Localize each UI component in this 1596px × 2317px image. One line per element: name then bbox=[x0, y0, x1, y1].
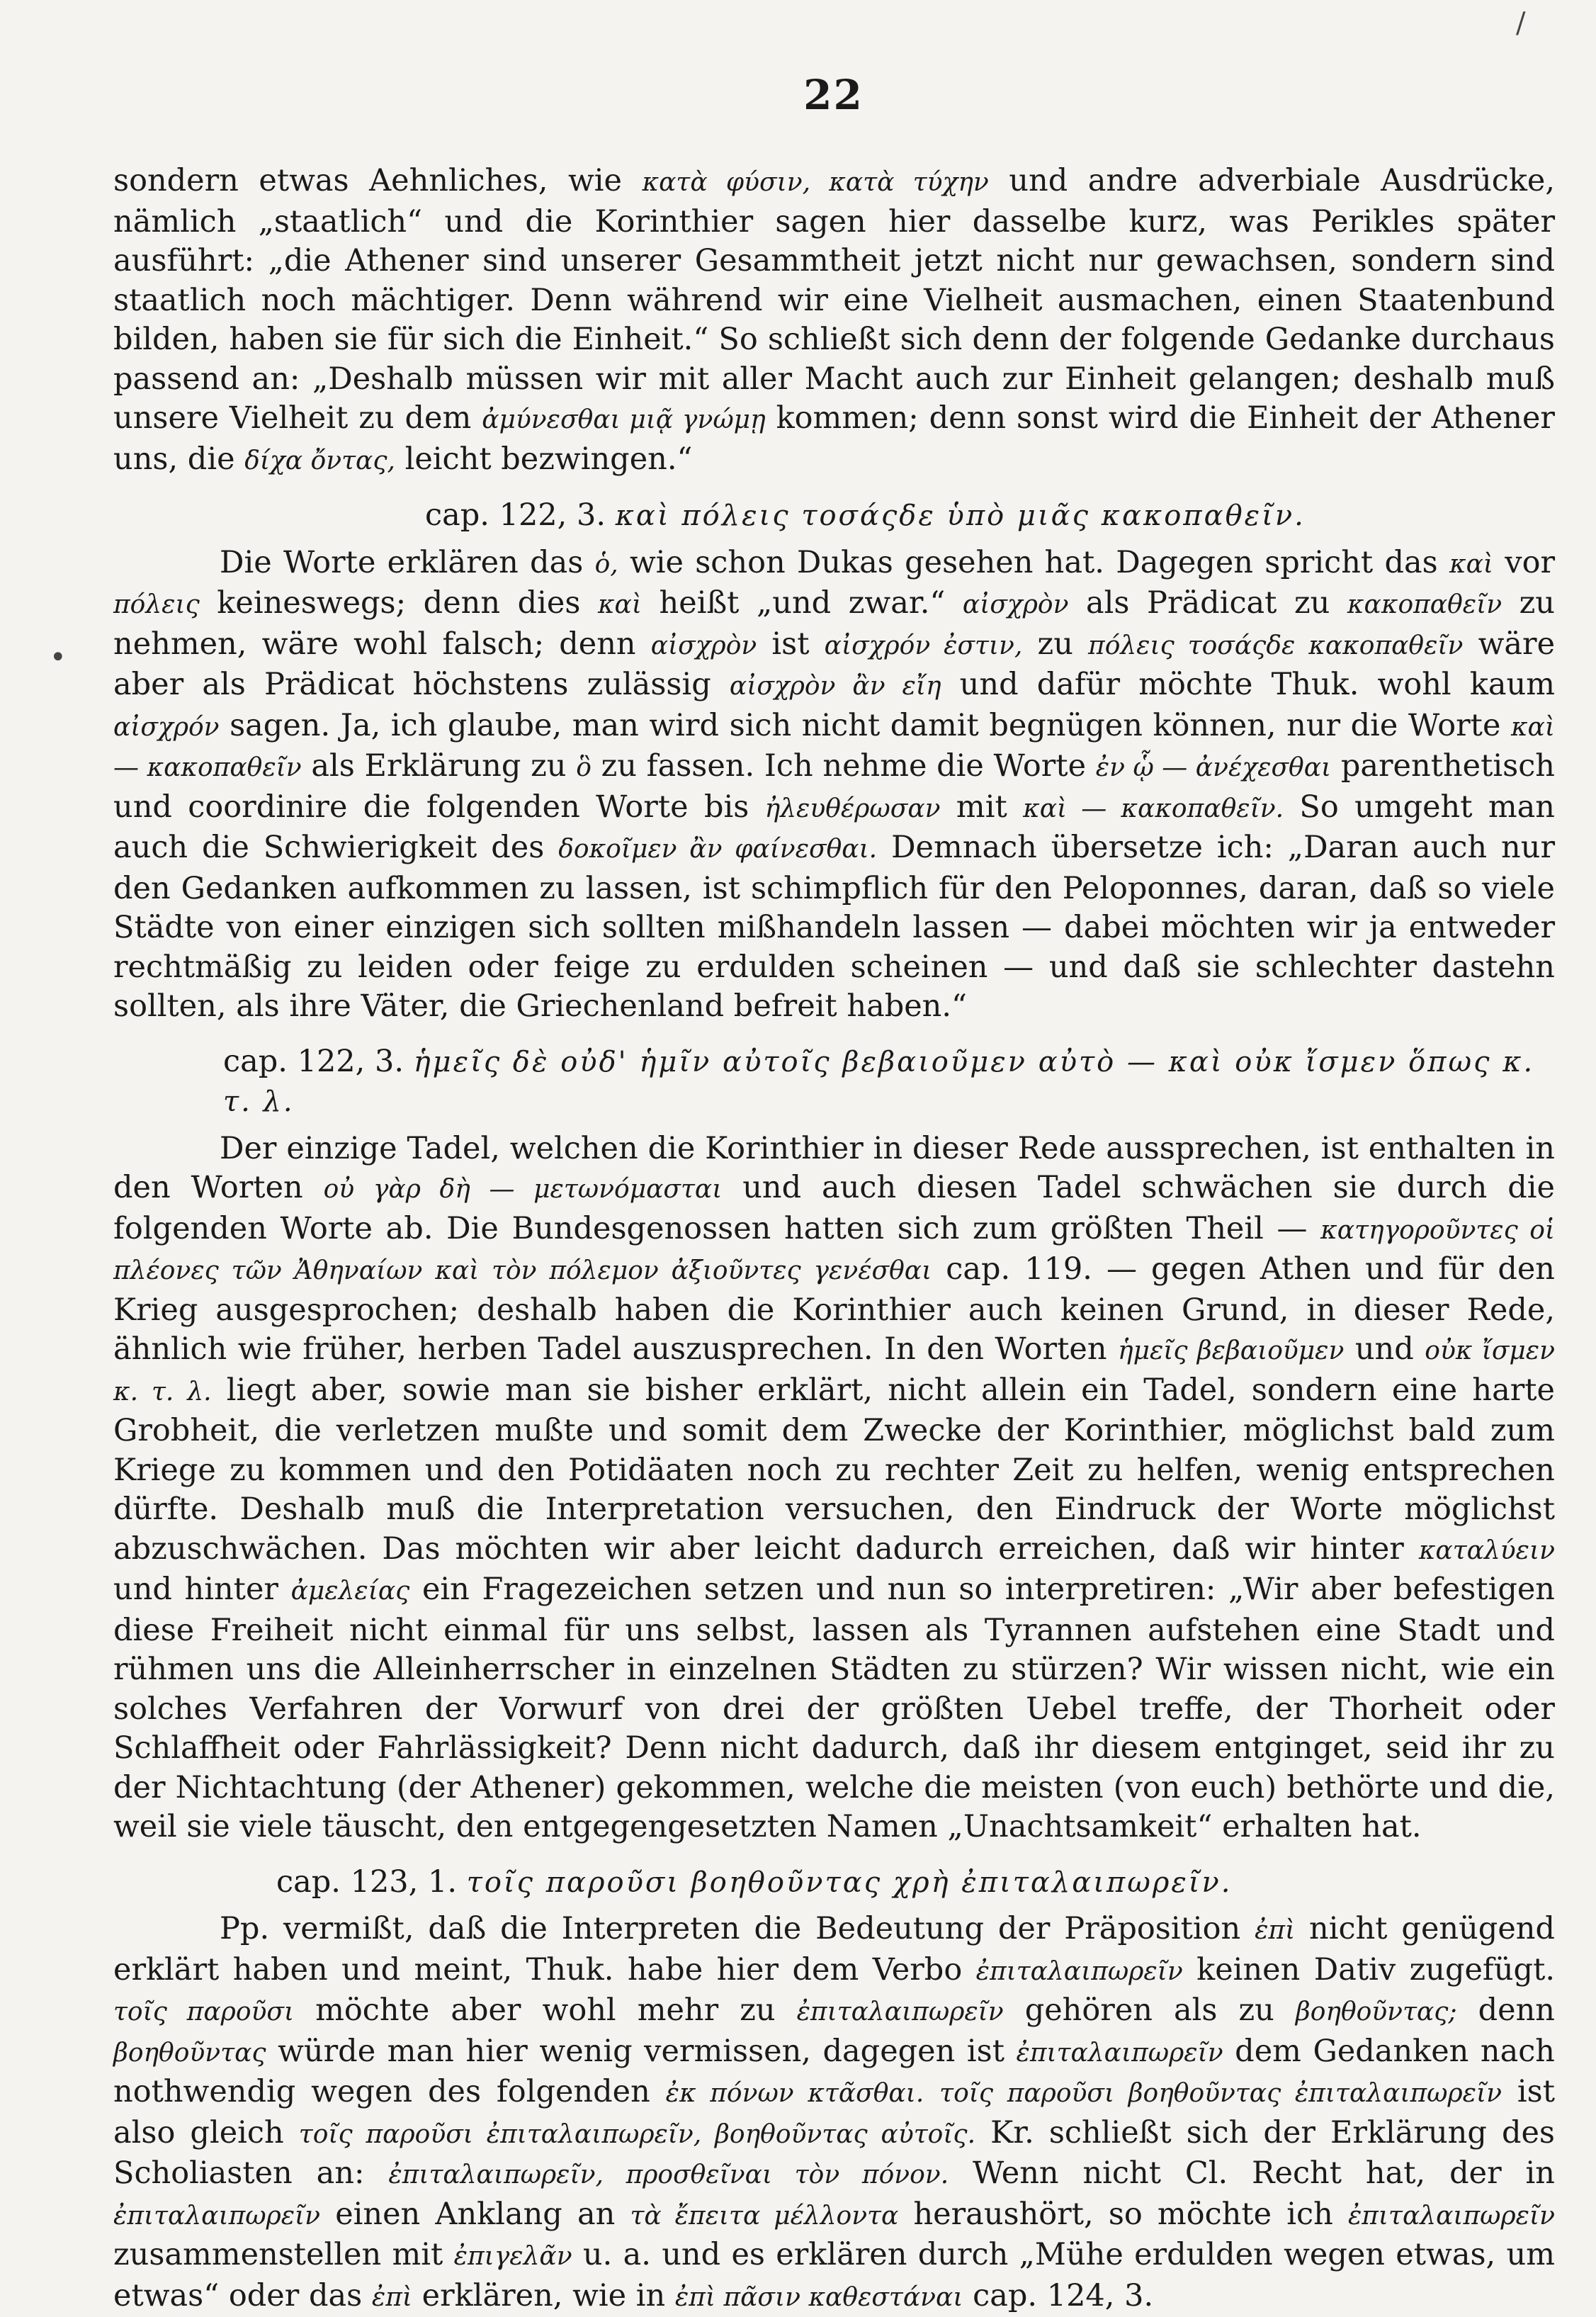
greek-text: κατὰ φύσιν, κατὰ τύχην bbox=[642, 168, 989, 197]
paragraph: Die Worte erklären das ὁ, wie schon Dukas gesehen hat. Dagegen spricht das καὶ vor πόλεις keineswegs; denn dies καὶ heißt „und zwar.“ αἰσχρὸν als Prädicat zu κακοπαθεῖν zu nehmen, wäre wohl falsch; denn αἰσχρὸν ist αἰσχρόν ἐστιν, zu πόλεις τοσάςδε κακοπαθεῖν wäre aber als Prädicat höchstens zulässig αἰσχρὸν ἂν εἴη und dafür möchte Thuk. wohl kaum αἰσχρόν sagen. Ja, ich glaube, man wird sich nicht damit begnügen können, nur die Worte καὶ — κακοπαθεῖν als Erklärung zu ὃ zu fassen. Ich nehme die Worte ἐν ᾧ — ἀνέχεσθαι parenthetisch und coordinire die folgenden Worte bis ἠλευθέρωσαν mit καὶ — κακοπαθεῖν. So umgeht man auch die Schwierigkeit des δοκοῖμεν ἂν φαίνεσθαι. Demnach übersetze ich: „Daran auch nur den Gedanken aufkommen zu lassen, ist schimpflich für den Peloponnes, daran, daß so viele Städte von einer einzigen sich sollten mißhandeln lassen — dabei möchten wir ja entweder rechtmäßig zu leiden oder feige zu erdulden scheinen — und daß sie schlechter dastehn sollten, als ihre Väter, die Griechenland befreit haben.“ bbox=[113, 544, 1556, 1024]
section-heading bbox=[113, 496, 1555, 536]
greek-text: τοῖς παροῦσι βοηθοῦντας ἐπιταλαιπωρεῖν bbox=[939, 2079, 1502, 2108]
greek-text: κακοπαθεῖν bbox=[1347, 590, 1502, 619]
greek-text: ἐκ πόνων κτᾶσθαι. bbox=[665, 2079, 924, 2108]
greek-text: οὐ γὰρ δὴ — μετωνόμασται bbox=[323, 1175, 723, 1204]
margin-bullet: • bbox=[50, 641, 67, 674]
greek-text: δίχα ὄντας, bbox=[244, 446, 395, 475]
greek-text: ἐν ᾧ — ἀνέχεσθαι bbox=[1095, 753, 1332, 782]
greek-lemma: τοῖς παροῦσι βοηθοῦντας χρὴ ἐπιταλαιπωρεῖν. bbox=[466, 1866, 1233, 1899]
paragraph: Pp. vermißt, daß die Interpreten die Bedeutung der Präposition ἐπὶ nicht genügend erklärt haben und meint, Thuk. habe hier dem Verbo ἐπιταλαιπωρεῖν keinen Dativ zugefügt. τοῖς παροῦσι möchte aber wohl mehr zu ἐπιταλαιπωρεῖν gehören als zu βοηθοῦντας; denn βοηθοῦντας würde man hier wenig vermissen, dagegen ist ἐπιταλαιπωρεῖν dem Gedanken nach nothwendig wegen des folgenden ἐκ πόνων κτᾶσθαι. τοῖς παροῦσι βοηθοῦντας ἐπιταλαιπωρεῖν ist also gleich τοῖς παροῦσι ἐπιταλαιπωρεῖν, βοηθοῦντας αὐτοῖς. Kr. schließt sich der Erklärung des Scholiasten an: ἐπιταλαιπωρεῖν, προσθεῖναι τὸν πόνον. Wenn nicht Cl. Recht hat, der in ἐπιταλαιπωρεῖν einen Anklang an τὰ ἔπειτα μέλλοντα heraushört, so möchte ich ἐπιταλαιπωρεῖν zusammenstellen mit ἐπιγελᾶν u. a. und es erklären durch „Mühe erdulden wegen etwas, um etwas“ oder das ἐπὶ erklären, wie in ἐπὶ πᾶσιν καθεστάναι cap. 124, 3. bbox=[113, 1911, 1556, 2313]
greek-lemma: ἡμεῖς δὲ οὐδ' ἡμῖν αὐτοῖς βεβαιοῦμεν αὐτὸ — καὶ οὐκ ἴσμεν ὅπως κ. τ. λ. bbox=[223, 1045, 1535, 1118]
body-text bbox=[113, 162, 1555, 2317]
greek-text: ὃ bbox=[576, 753, 592, 782]
greek-text: τὰ ἔπειτα μέλλοντα bbox=[630, 2201, 899, 2231]
greek-text: αἰσχρὸν bbox=[650, 631, 757, 660]
greek-text: καὶ — κακοπαθεῖν. bbox=[1023, 794, 1284, 823]
greek-text: ἐπιταλαιπωρεῖν bbox=[1016, 2038, 1223, 2068]
paragraph: sondern etwas Aehnliches, wie κατὰ φύσιν, κατὰ τύχην und andre adverbiale Ausdrücke, nämlich „staatlich“ und die Korinthier sagen hier dasselbe kurz, was Perikles später ausführt: „die Athener sind unserer Gesammtheit jetzt nicht nur gewachsen, sondern sind staatlich noch mächtiger. Denn während wir eine Vielheit ausmachen, einen Staatenbund bilden, haben sie für sich die Einheit.“ So schließt sich denn der folgende Gedanke durchaus passend an: „Deshalb müssen wir mit aller Macht auch zur Einheit gelangen; deshalb muß unsere Vielheit zu dem ἀμύνεσθαι μιᾷ γνώμῃ kommen; denn sonst wird die Einheit der Athener uns, die δίχα ὄντας, leicht bezwingen.“ bbox=[113, 163, 1555, 477]
greek-text: ὁ, bbox=[594, 549, 618, 579]
greek-text: αἰσχρόν bbox=[113, 712, 220, 742]
greek-text: τοῖς παροῦσι bbox=[113, 1997, 295, 2026]
greek-text: ἐπὶ bbox=[1255, 1916, 1296, 1945]
page-number: 22 bbox=[803, 71, 864, 119]
greek-text: αἰσχρὸν ἂν εἴη bbox=[729, 672, 941, 701]
greek-text: ἐπὶ bbox=[371, 2282, 412, 2312]
greek-text: τοῖς παροῦσι ἐπιταλαιπωρεῖν, βοηθοῦντας αὐτοῖς. bbox=[298, 2119, 976, 2149]
margin-mark-top: / bbox=[1516, 7, 1526, 40]
greek-lemma: καὶ πόλεις τοσάςδε ὑπὸ μιᾶς κακοπαθεῖν. bbox=[615, 500, 1306, 532]
greek-text: οὐκ ἴσμεν κ. τ. λ. bbox=[113, 1336, 1556, 1406]
greek-text: βοηθοῦντας bbox=[113, 2038, 266, 2068]
greek-text: αἰσχρόν ἐστιν, bbox=[824, 631, 1023, 660]
greek-text: ἐπιταλαιπωρεῖν bbox=[796, 1997, 1004, 2026]
greek-text: βοηθοῦντας; bbox=[1295, 1997, 1457, 2026]
chapter-reference: cap. 122, 3. bbox=[223, 1043, 404, 1079]
section-heading bbox=[113, 1863, 1555, 1903]
greek-text: κατηγοροῦντες οἱ πλέονες τῶν Ἀθηναίων καὶ τὸν πόλεμον ἀξιοῦντες γενέσθαι bbox=[113, 1215, 1555, 1285]
greek-text: καὶ bbox=[597, 590, 642, 619]
greek-text: αἰσχρὸν bbox=[962, 590, 1069, 619]
greek-text: ἡμεῖς βεβαιοῦμεν bbox=[1118, 1336, 1345, 1365]
greek-text: ἠλευθέρωσαν bbox=[764, 794, 941, 823]
greek-text: ἐπιγελᾶν bbox=[453, 2242, 572, 2271]
paragraph: Der einzige Tadel, welchen die Korinthier in dieser Rede aussprechen, ist enthalten in den Worten οὐ γὰρ δὴ — μετωνόμασται und auch diesen Tadel schwächen sie durch die folgenden Worte ab. Die Bundesgenossen hatten sich zum größten Theil — κατηγοροῦντες οἱ πλέονες τῶν Ἀθηναίων καὶ τὸν πόλεμον ἀξιοῦντες γενέσθαι cap. 119. — gegen Athen und für den Krieg ausgesprochen; deshalb haben die Korinthier auch keinen Grund, in dieser Rede, ähnlich wie früher, herben Tadel auszusprechen. In den Worten ἡμεῖς βεβαιοῦμεν und οὐκ ἴσμεν κ. τ. λ. liegt aber, sowie man sie bisher erklärt, nicht allein ein Tadel, sondern eine harte Grobheit, die verletzen mußte und somit dem Zwecke der Korinthier, möglichst bald zum Kriege zu kommen und den Potidäaten noch zu rechter Zeit zu helfen, wenig entsprechen dürfte. Deshalb muß die Interpretation versuchen, den Eindruck der Worte möglichst abzuschwächen. Das möchten wir aber leicht dadurch erreichen, daß wir hinter καταλύειν und hinter ἀμελείας ein Fragezeichen setzen und nun so interpretiren: „Wir aber befestigen diese Freiheit nicht einmal für uns selbst, lassen als Tyrannen aufstehen eine Stadt und rühmen uns die Alleinherrscher in einzelnen Städten zu stürzen? Wir wissen nicht, wie ein solches Verfahren der Vorwurf von drei der größten Uebel treffe, der Thorheit oder Schlaffheit oder Fahrlässigkeit? Denn nicht dadurch, daß ihr diesem entginget, seid ihr zu der Nichtachtung (der Athener) gekommen, welche die meisten (von euch) bethörte und die, weil sie viele täuscht, den entgegengesetzten Namen „Unachtsamkeit“ erhalten hat. bbox=[113, 1130, 1556, 1844]
greek-text: καὶ bbox=[1449, 549, 1494, 579]
greek-text: ἐπιταλαιπωρεῖν bbox=[975, 1956, 1183, 1986]
greek-text: ἀμελείας bbox=[290, 1577, 410, 1606]
greek-text: καὶ — κακοπαθεῖν bbox=[113, 712, 1555, 782]
greek-text: πόλεις bbox=[113, 590, 200, 619]
greek-text: ἀμύνεσθαι μιᾷ γνώμῃ bbox=[482, 405, 766, 434]
greek-text: ἐπὶ πᾶσιν καθεστάναι bbox=[674, 2282, 963, 2312]
section-heading bbox=[113, 1042, 1555, 1122]
greek-text: δοκοῖμεν ἂν φαίνεσθαι. bbox=[558, 835, 878, 864]
greek-text: ἐπιταλαιπωρεῖν bbox=[1347, 2201, 1555, 2231]
greek-text: ἐπιταλαιπωρεῖν bbox=[113, 2201, 321, 2231]
greek-text: ἐπιταλαιπωρεῖν, προσθεῖναι τὸν πόνον. bbox=[388, 2160, 949, 2189]
greek-text: καταλύειν bbox=[1418, 1535, 1555, 1565]
greek-text: πόλεις τοσάςδε κακοπαθεῖν bbox=[1088, 631, 1464, 660]
chapter-reference: cap. 123, 1. bbox=[276, 1864, 458, 1900]
chapter-reference: cap. 122, 3. bbox=[425, 497, 606, 533]
